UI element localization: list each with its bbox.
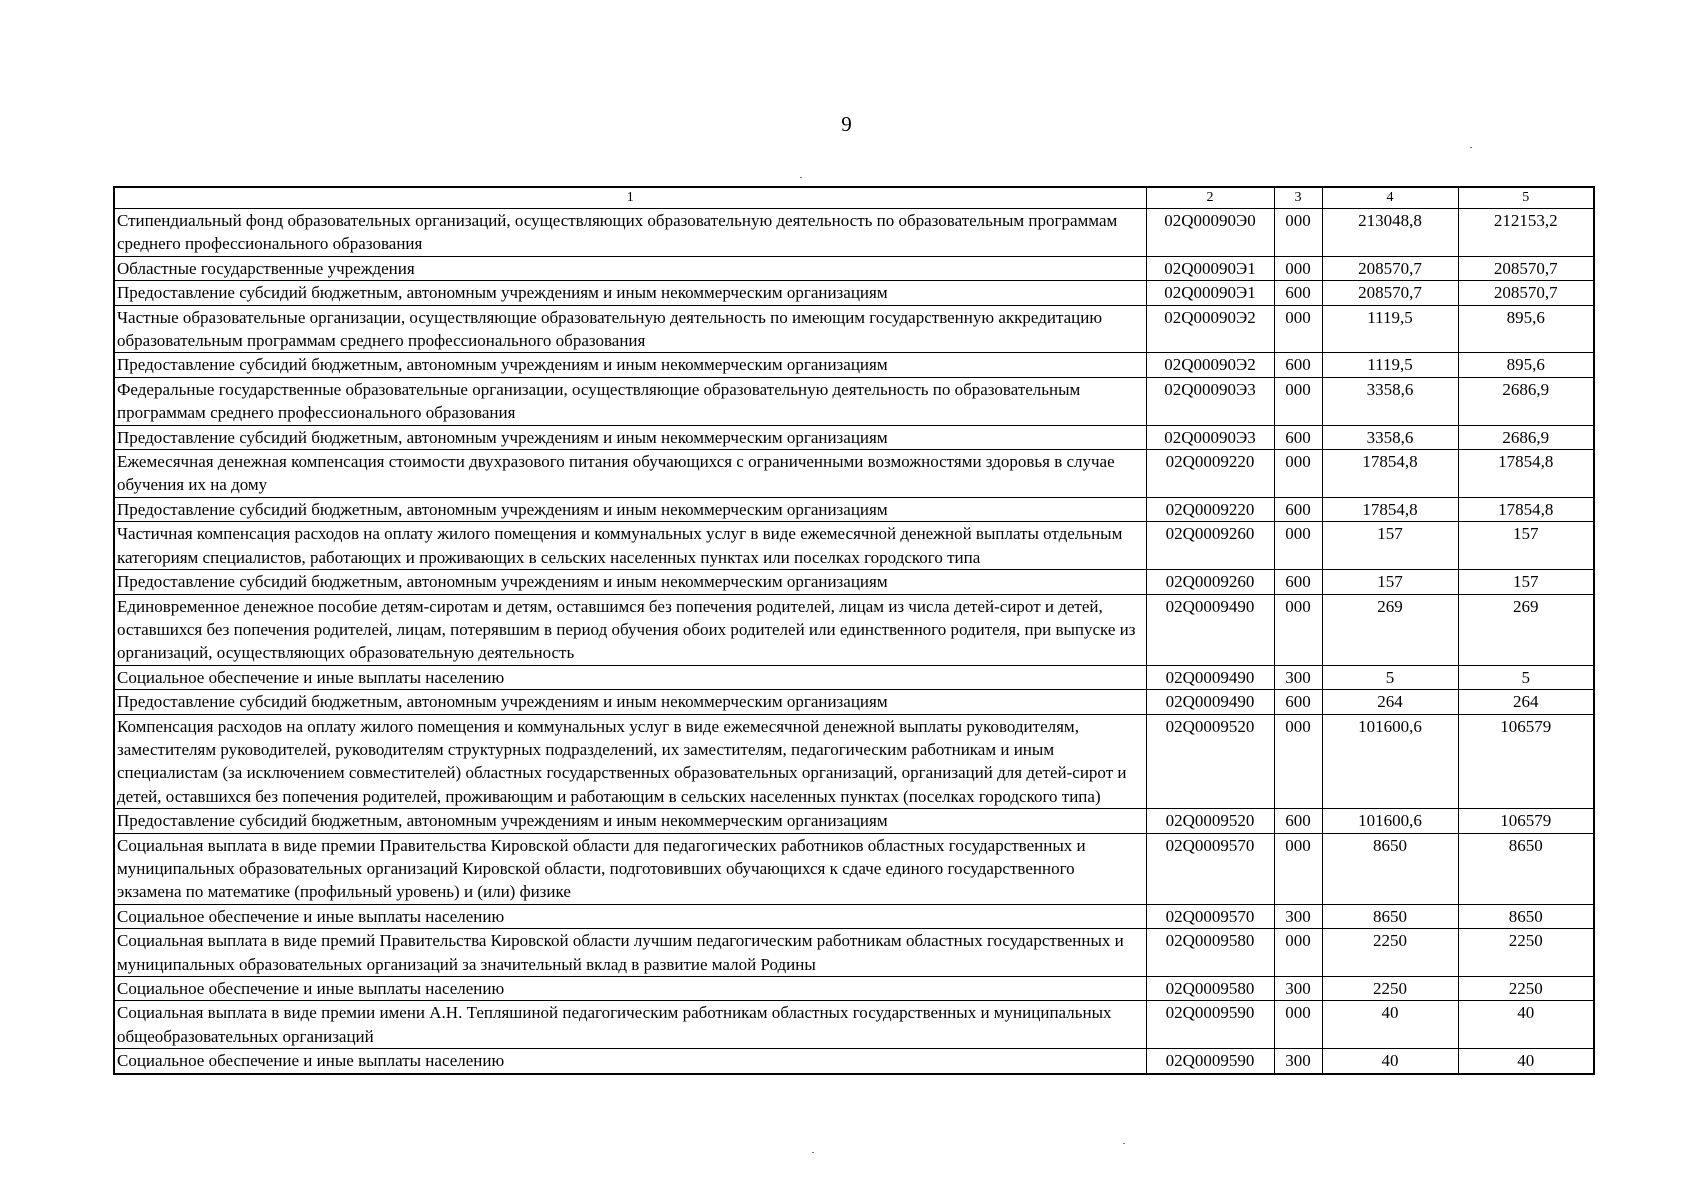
table-header bbox=[114, 187, 1594, 209]
target-code: 02Q0009490 bbox=[1146, 690, 1274, 714]
table-row bbox=[114, 281, 1594, 305]
amount-col4: 1119,5 bbox=[1322, 305, 1458, 353]
expense-type: 000 bbox=[1274, 594, 1322, 665]
expense-type: 000 bbox=[1274, 522, 1322, 570]
expense-name: Предоставление субсидий бюджетным, автономным учреждениям и иным некоммерческим организациям bbox=[114, 809, 1146, 833]
amount-col4: 208570,7 bbox=[1322, 281, 1458, 305]
scan-speck bbox=[800, 177, 802, 178]
expense-name: Предоставление субсидий бюджетным, автономным учреждениям и иным некоммерческим организациям bbox=[114, 353, 1146, 377]
amount-col4: 17854,8 bbox=[1322, 450, 1458, 498]
amount-col5: 2686,9 bbox=[1458, 425, 1594, 449]
page-number: 9 bbox=[841, 112, 852, 136]
amount-col5: 157 bbox=[1458, 522, 1594, 570]
table-row bbox=[114, 522, 1594, 570]
expense-type: 600 bbox=[1274, 690, 1322, 714]
expense-name: Федеральные государственные образовательные организации, осуществляющие образовательную деятельность по образовательным программам среднего профессионального образования bbox=[114, 377, 1146, 425]
column-header-2: 2 bbox=[1146, 187, 1274, 209]
expense-name: Предоставление субсидий бюджетным, автономным учреждениям и иным некоммерческим организациям bbox=[114, 425, 1146, 449]
table-body bbox=[114, 209, 1594, 1074]
expense-type: 000 bbox=[1274, 256, 1322, 280]
table-row bbox=[114, 570, 1594, 594]
expense-type: 000 bbox=[1274, 209, 1322, 257]
amount-col5: 8650 bbox=[1458, 833, 1594, 904]
scan-speck bbox=[812, 1152, 814, 1153]
target-code: 02Q00090Э2 bbox=[1146, 353, 1274, 377]
target-code: 02Q0009590 bbox=[1146, 1001, 1274, 1049]
expense-type: 000 bbox=[1274, 714, 1322, 809]
amount-col4: 5 bbox=[1322, 665, 1458, 689]
amount-col5: 8650 bbox=[1458, 904, 1594, 928]
amount-col4: 3358,6 bbox=[1322, 425, 1458, 449]
expense-name: Предоставление субсидий бюджетным, автономным учреждениям и иным некоммерческим организациям bbox=[114, 497, 1146, 521]
expense-name: Социальное обеспечение и иные выплаты населению bbox=[114, 665, 1146, 689]
target-code: 02Q0009260 bbox=[1146, 522, 1274, 570]
expense-name: Областные государственные учреждения bbox=[114, 256, 1146, 280]
expense-name: Социальное обеспечение и иные выплаты населению bbox=[114, 1049, 1146, 1074]
expense-type: 600 bbox=[1274, 353, 1322, 377]
table-row bbox=[114, 809, 1594, 833]
amount-col5: 17854,8 bbox=[1458, 450, 1594, 498]
amount-col5: 40 bbox=[1458, 1049, 1594, 1074]
amount-col4: 2250 bbox=[1322, 929, 1458, 977]
expense-type: 600 bbox=[1274, 809, 1322, 833]
column-header-1: 1 bbox=[114, 187, 1146, 209]
column-header-4: 4 bbox=[1322, 187, 1458, 209]
amount-col4: 2250 bbox=[1322, 977, 1458, 1001]
table-row bbox=[114, 1001, 1594, 1049]
table-row bbox=[114, 904, 1594, 928]
expense-name: Социальная выплата в виде премии имени А.Н. Тепляшиной педагогическим работникам областных государственных и муниципальных общеобразовательных организаций bbox=[114, 1001, 1146, 1049]
expense-type: 000 bbox=[1274, 929, 1322, 977]
table-row bbox=[114, 594, 1594, 665]
expense-name: Частные образовательные организации, осуществляющие образовательную деятельность по имеющим государственную аккредитацию образовательным программам среднего профессионального образования bbox=[114, 305, 1146, 353]
expense-name: Социальная выплата в виде премий Правительства Кировской области лучшим педагогическим работникам областных государственных и муниципальных образовательных организаций за значительный вклад в развитие малой Родины bbox=[114, 929, 1146, 977]
expense-name: Ежемесячная денежная компенсация стоимости двухразового питания обучающихся с ограниченными возможностями здоровья в случае обучения их на дому bbox=[114, 450, 1146, 498]
target-code: 02Q0009520 bbox=[1146, 809, 1274, 833]
amount-col5: 2686,9 bbox=[1458, 377, 1594, 425]
amount-col5: 2250 bbox=[1458, 977, 1594, 1001]
expense-type: 600 bbox=[1274, 281, 1322, 305]
target-code: 02Q0009580 bbox=[1146, 929, 1274, 977]
amount-col5: 208570,7 bbox=[1458, 256, 1594, 280]
expense-type: 000 bbox=[1274, 377, 1322, 425]
scan-speck bbox=[1470, 147, 1472, 148]
expense-type: 000 bbox=[1274, 305, 1322, 353]
column-header-5: 5 bbox=[1458, 187, 1594, 209]
table-row bbox=[114, 209, 1594, 257]
amount-col5: 212153,2 bbox=[1458, 209, 1594, 257]
amount-col5: 5 bbox=[1458, 665, 1594, 689]
table-row bbox=[114, 377, 1594, 425]
amount-col4: 40 bbox=[1322, 1001, 1458, 1049]
expense-type: 600 bbox=[1274, 497, 1322, 521]
amount-col5: 264 bbox=[1458, 690, 1594, 714]
target-code: 02Q00090Э1 bbox=[1146, 256, 1274, 280]
expense-name: Предоставление субсидий бюджетным, автономным учреждениям и иным некоммерческим организациям bbox=[114, 690, 1146, 714]
amount-col5: 106579 bbox=[1458, 809, 1594, 833]
expense-name: Социальная выплата в виде премии Правительства Кировской области для педагогических работников областных государственных и муниципальных образовательных организаций Кировской области, подготовивших обучающихся к сдаче единого государственного экзамена по математике (профильный уровень) и (или) физике bbox=[114, 833, 1146, 904]
budget-table bbox=[113, 186, 1595, 1075]
table-row bbox=[114, 497, 1594, 521]
table-row bbox=[114, 256, 1594, 280]
target-code: 02Q0009220 bbox=[1146, 450, 1274, 498]
table-row bbox=[114, 690, 1594, 714]
expense-type: 300 bbox=[1274, 904, 1322, 928]
target-code: 02Q0009570 bbox=[1146, 904, 1274, 928]
table-row bbox=[114, 977, 1594, 1001]
target-code: 02Q0009520 bbox=[1146, 714, 1274, 809]
amount-col5: 208570,7 bbox=[1458, 281, 1594, 305]
table-row bbox=[114, 425, 1594, 449]
target-code: 02Q00090Э1 bbox=[1146, 281, 1274, 305]
amount-col4: 101600,6 bbox=[1322, 809, 1458, 833]
table-row bbox=[114, 929, 1594, 977]
expense-name: Социальное обеспечение и иные выплаты населению bbox=[114, 977, 1146, 1001]
header-row bbox=[114, 187, 1594, 209]
table-row bbox=[114, 1049, 1594, 1074]
amount-col4: 157 bbox=[1322, 522, 1458, 570]
amount-col4: 8650 bbox=[1322, 904, 1458, 928]
expense-name: Социальное обеспечение и иные выплаты населению bbox=[114, 904, 1146, 928]
target-code: 02Q00090Э0 bbox=[1146, 209, 1274, 257]
amount-col4: 213048,8 bbox=[1322, 209, 1458, 257]
table-row bbox=[114, 353, 1594, 377]
amount-col5: 2250 bbox=[1458, 929, 1594, 977]
expense-type: 600 bbox=[1274, 425, 1322, 449]
amount-col5: 17854,8 bbox=[1458, 497, 1594, 521]
target-code: 02Q00090Э3 bbox=[1146, 377, 1274, 425]
target-code: 02Q0009490 bbox=[1146, 594, 1274, 665]
expense-type: 000 bbox=[1274, 833, 1322, 904]
expense-name: Частичная компенсация расходов на оплату жилого помещения и коммунальных услуг в виде ежемесячной денежной выплаты отдельным категориям специалистов, работающих и проживающих в сельских населенных пунктах или поселках городского типа bbox=[114, 522, 1146, 570]
amount-col5: 895,6 bbox=[1458, 353, 1594, 377]
expense-type: 000 bbox=[1274, 1001, 1322, 1049]
amount-col5: 106579 bbox=[1458, 714, 1594, 809]
amount-col4: 208570,7 bbox=[1322, 256, 1458, 280]
target-code: 02Q0009490 bbox=[1146, 665, 1274, 689]
expense-type: 600 bbox=[1274, 570, 1322, 594]
amount-col4: 101600,6 bbox=[1322, 714, 1458, 809]
expense-type: 300 bbox=[1274, 1049, 1322, 1074]
target-code: 02Q0009590 bbox=[1146, 1049, 1274, 1074]
amount-col5: 895,6 bbox=[1458, 305, 1594, 353]
scan-speck bbox=[1123, 1143, 1125, 1144]
column-header-3: 3 bbox=[1274, 187, 1322, 209]
amount-col4: 17854,8 bbox=[1322, 497, 1458, 521]
amount-col4: 3358,6 bbox=[1322, 377, 1458, 425]
table-row bbox=[114, 450, 1594, 498]
expense-name: Стипендиальный фонд образовательных организаций, осуществляющих образовательную деятельность по образовательным программам среднего профессионального образования bbox=[114, 209, 1146, 257]
expense-name: Компенсация расходов на оплату жилого помещения и коммунальных услуг в виде ежемесячной денежной выплаты руководителям, заместителям руководителей, руководителям структурных подразделений, их заместителям, педагогическим работникам и иным специалистам (за исключением совместителей) областных государственных образовательных организаций, организаций для детей-сирот и детей, оставшихся без попечения родителей, проживающим и работающим в сельских населенных пунктах (поселках городского типа) bbox=[114, 714, 1146, 809]
expense-type: 300 bbox=[1274, 977, 1322, 1001]
target-code: 02Q0009220 bbox=[1146, 497, 1274, 521]
table-row bbox=[114, 665, 1594, 689]
amount-col4: 264 bbox=[1322, 690, 1458, 714]
target-code: 02Q0009260 bbox=[1146, 570, 1274, 594]
expense-name: Единовременное денежное пособие детям-сиротам и детям, оставшимся без попечения родителей, лицам из числа детей-сирот и детей, оставшихся без попечения родителей, лицам, потерявшим в период обучения обоих родителей или единственного родителя, при выпуске из организаций, осуществляющих образовательную деятельность bbox=[114, 594, 1146, 665]
amount-col4: 1119,5 bbox=[1322, 353, 1458, 377]
table-row bbox=[114, 833, 1594, 904]
target-code: 02Q0009570 bbox=[1146, 833, 1274, 904]
amount-col4: 8650 bbox=[1322, 833, 1458, 904]
amount-col4: 269 bbox=[1322, 594, 1458, 665]
target-code: 02Q00090Э3 bbox=[1146, 425, 1274, 449]
target-code: 02Q0009580 bbox=[1146, 977, 1274, 1001]
expense-type: 000 bbox=[1274, 450, 1322, 498]
amount-col5: 40 bbox=[1458, 1001, 1594, 1049]
amount-col5: 269 bbox=[1458, 594, 1594, 665]
table-row bbox=[114, 714, 1594, 809]
table-row bbox=[114, 305, 1594, 353]
expense-type: 300 bbox=[1274, 665, 1322, 689]
amount-col5: 157 bbox=[1458, 570, 1594, 594]
expense-name: Предоставление субсидий бюджетным, автономным учреждениям и иным некоммерческим организациям bbox=[114, 570, 1146, 594]
amount-col4: 157 bbox=[1322, 570, 1458, 594]
amount-col4: 40 bbox=[1322, 1049, 1458, 1074]
expense-name: Предоставление субсидий бюджетным, автономным учреждениям и иным некоммерческим организациям bbox=[114, 281, 1146, 305]
target-code: 02Q00090Э2 bbox=[1146, 305, 1274, 353]
